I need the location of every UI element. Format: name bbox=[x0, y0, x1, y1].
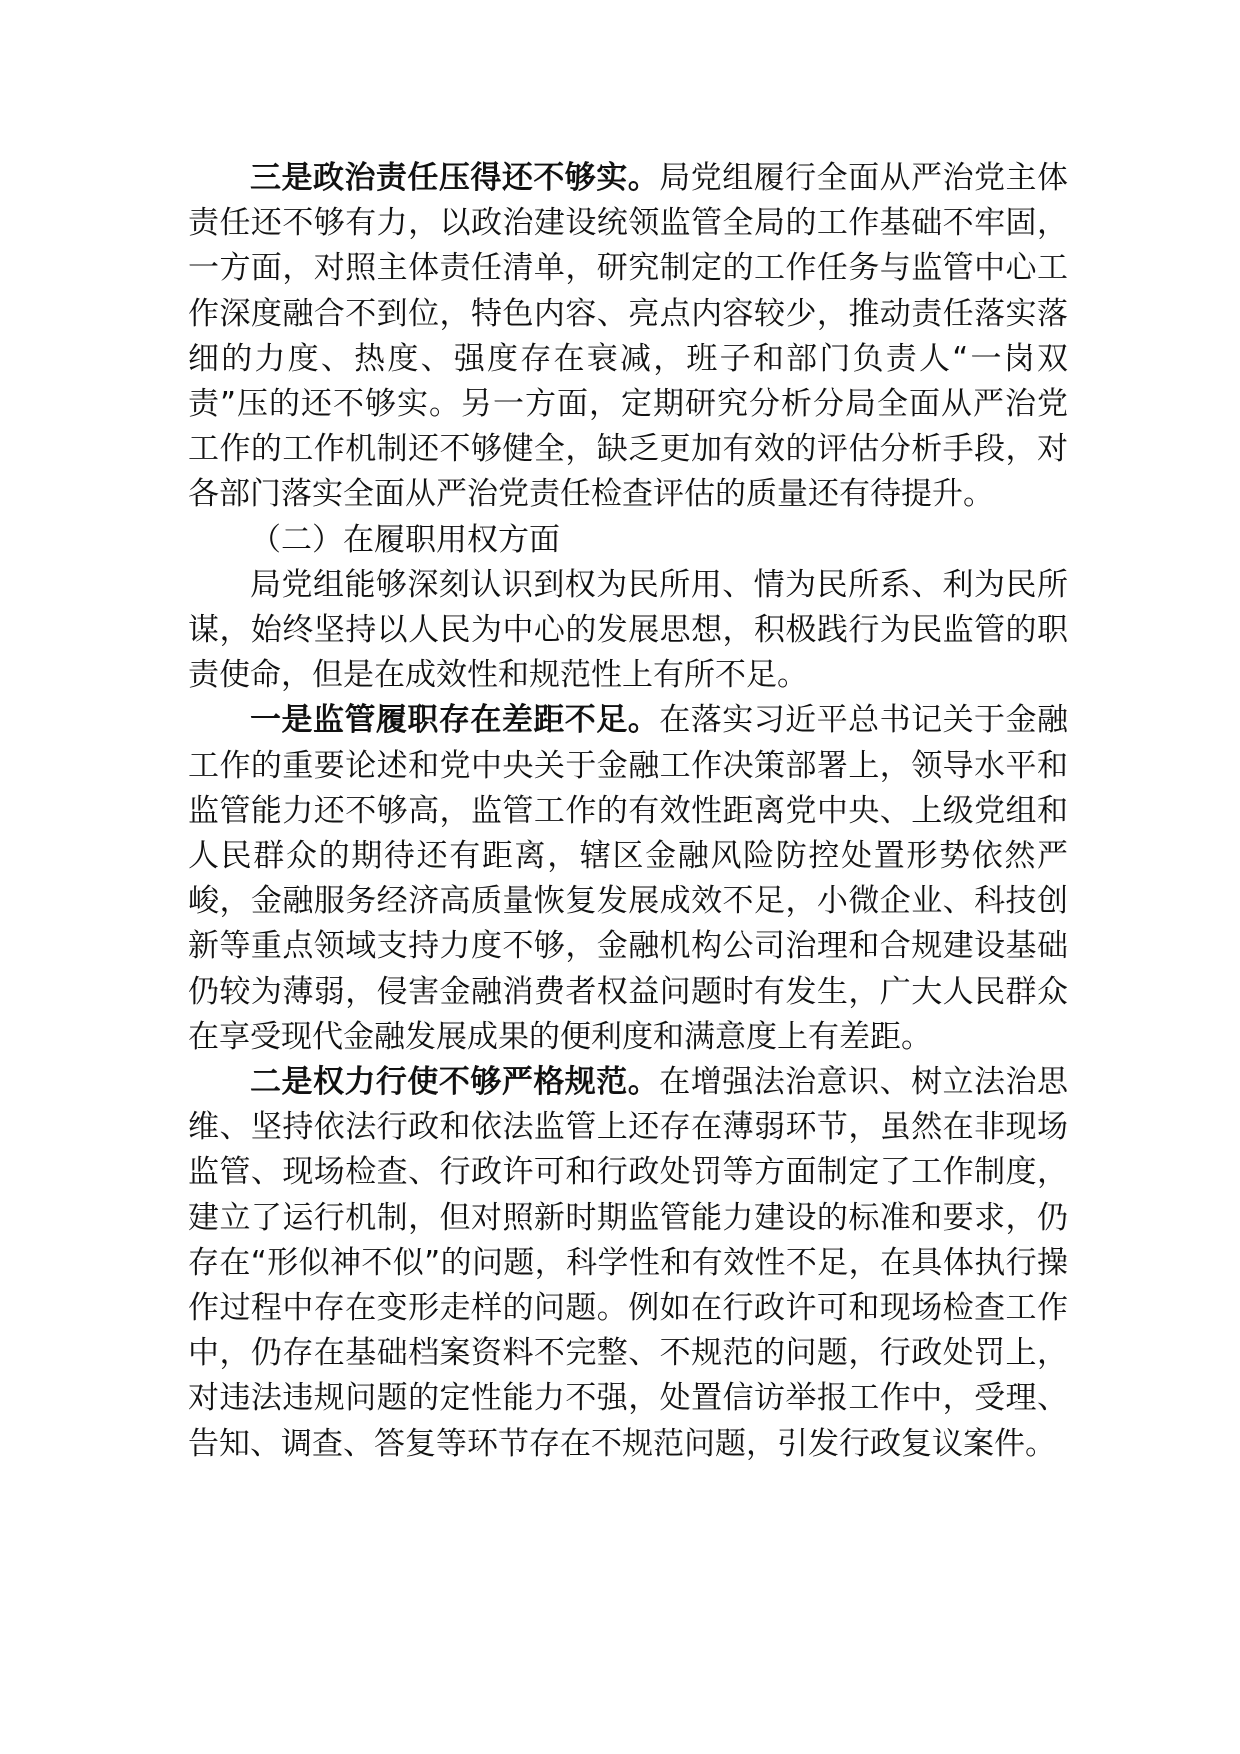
paragraph-text: 在落实习近平总书记关于金融工作的重要论述和党中央关于金融工作决策部署上，领导水平和监管能力还不够高，监管工作的有效性距离党中央、上级党组和人民群众的期待还有距离，辖区金融风险防控处置形势依然严峻，金融服务经济高质量恢复发展成效不足，小微企业、科技创新等重点领域支持力度不够，金融机构公司治理和合规建设基础仍较为薄弱，侵害金融消费者权益问题时有发生，广大人民群众在享受现代金融发展成果的便利度和满意度上有差距。 bbox=[188, 702, 1069, 1055]
paragraph-lead: 一是监管履职存在差距不足。 bbox=[250, 702, 660, 739]
paragraph-text: 局党组履行全面从严治党主体责任还不够有力，以政治建设统领监管全局的工作基础不牢固，一方面，对照主体责任清单，研究制定的工作任务与监管中心工作深度融合不到位，特色内容、亮点内容较少，推动责任落实落细的力度、热度、强度存在衰减，班子和部门负责人“一岗双责”压的还不够实。另一方面，定期研究分析分局全面从严治党工作的工作机制还不够健全，缺乏更加有效的评估分析手段，对各部门落实全面从严治党责任检查评估的质量还有待提升。 bbox=[188, 160, 1069, 513]
paragraph-supervision-gap bbox=[188, 698, 1068, 1060]
section-intro: 局党组能够深刻认识到权为民所用、情为民所系、利为民所谋，始终坚持以人民为中心的发展思想，积极践行为民监管的职责使命，但是在成效性和规范性上有所不足。 bbox=[188, 566, 1068, 694]
paragraph-power-exercise bbox=[188, 1060, 1068, 1467]
section-heading: （二）在履职用权方面 bbox=[250, 521, 560, 558]
paragraph-lead: 二是权力行使不够严格规范。 bbox=[250, 1064, 660, 1101]
paragraph-lead: 三是政治责任压得还不够实。 bbox=[250, 160, 660, 196]
paragraph-text: 在增强法治意识、树立法治思维、坚持依法行政和依法监管上还存在薄弱环节，虽然在非现场监管、现场检查、行政许可和行政处罚等方面制定了工作制度，建立了运行机制，但对照新时期监管能力建设的标准和要求，仍存在“形似神不似”的问题，科学性和有效性不足，在具体执行操作过程中存在变形走样的问题。例如在行政许可和现场检查工作中，仍存在基础档案资料不完整、不规范的问题，行政处罚上，对违法违规问题的定性能力不强，处置信访举报工作中，受理、告知、调查、答复等环节存在不规范问题，引发行政复议案件。 bbox=[188, 1064, 1069, 1462]
document-body bbox=[188, 156, 1068, 1467]
paragraph-political-responsibility bbox=[188, 156, 1068, 518]
